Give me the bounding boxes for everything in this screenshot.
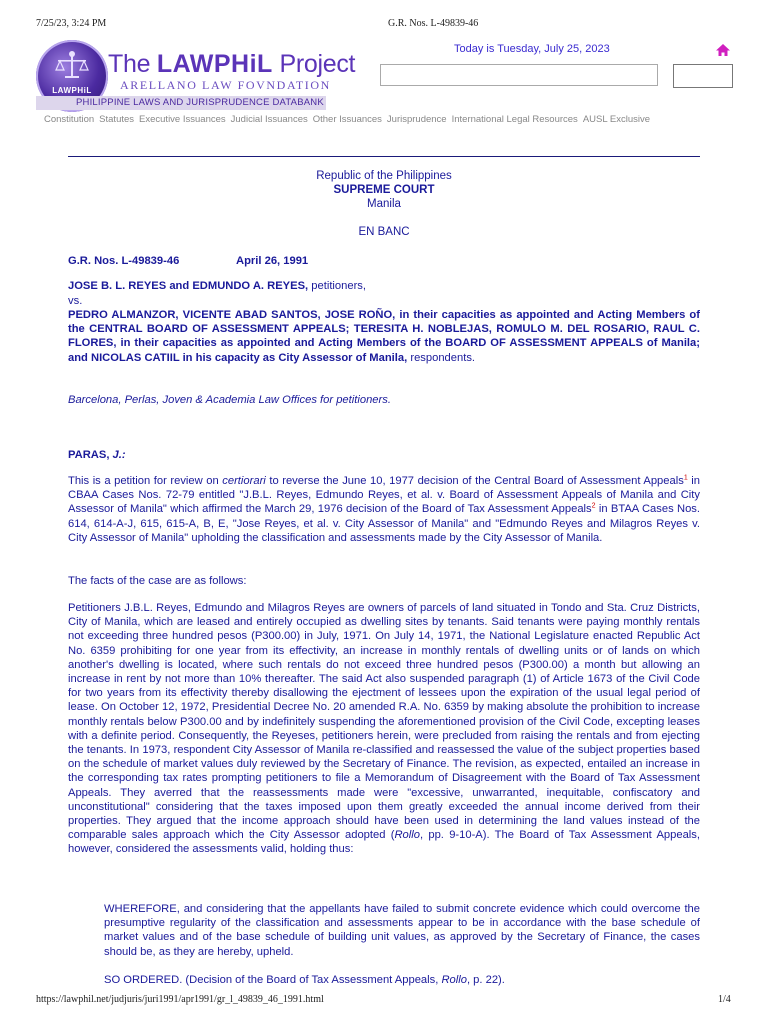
- q2-text-a: SO ORDERED. (Decision of the Board of Tax Assessment Appeals,: [104, 974, 442, 986]
- print-url: https://lawphil.net/judjuris/juri1991/apr1991/gr_l_49839_46_1991.html: [36, 994, 324, 1005]
- republic-line: Republic of the Philippines: [316, 170, 452, 182]
- p1-certiorari: certiorari: [222, 475, 266, 487]
- petitioners: [68, 279, 700, 293]
- foundation-name: ARELLANO LAW FOVNDATION: [120, 78, 331, 92]
- footnote-2-link[interactable]: 2: [591, 502, 596, 510]
- petitioners-names: JOSE B. L. REYES and EDMUNDO A. REYES,: [68, 280, 309, 292]
- p1-text-a: This is a petition for review on: [68, 475, 223, 487]
- case-number: G.R. Nos. L-49839-46: [68, 255, 180, 267]
- tagline-banner: [36, 96, 326, 110]
- nav-ausl-exclusive[interactable]: AUSL Exclusive: [582, 114, 651, 125]
- nav-other-issuances[interactable]: Other Issuances: [312, 114, 382, 125]
- title-brand: LAWPHiL: [156, 50, 273, 78]
- site-title: [108, 50, 355, 79]
- paragraph-3: [68, 601, 700, 857]
- quote-wherefore: WHEREFORE, and considering that the appellants have failed to submit concrete evidence which could overcome the presumptive regularity of the classification and assessments appear to be in accordance with the base schedule of market values and of the base schedule of building unit values, as approved by the Secretary of Finance, the cases should be, as they are hereby, upheld.: [104, 903, 700, 958]
- nav-statutes[interactable]: Statutes: [99, 114, 135, 125]
- p1-text-c: to reverse the June 10, 1977 decision of the Central Board of Assessment Appeals: [265, 475, 684, 487]
- search-input[interactable]: [380, 64, 658, 86]
- p1-text-d: in CBAA Cases Nos. 72-79 entitled "J.B.L. Reyes, Edmundo Reyes, et al. v. Board of Assessment Appeals of Manila and City Assessor of Manila" which affirmed the March 29, 1976 decision of the Board of Tax Assessment Appeals: [68, 475, 700, 516]
- today-date: Today is Tuesday, July 25, 2023: [454, 43, 610, 55]
- nav-executive-issuances[interactable]: Executive Issuances: [139, 114, 226, 125]
- respondents-label: respondents.: [407, 351, 476, 364]
- title-prefix: The: [108, 50, 157, 78]
- search-button[interactable]: [673, 64, 733, 88]
- logo-label: LAWPHiL: [52, 86, 92, 95]
- main-nav: [44, 114, 734, 125]
- print-page-number: 1/4: [718, 994, 731, 1005]
- p3-text-a: Petitioners J.B.L. Reyes, Edmundo and Milagros Reyes are owners of parcels of land situated in Tondo and Sta. Cruz Districts, City of Manila, which are leased and entirely occupied as dwelling sites by tenants. Said tenants were paying monthly rentals not exceeding three hundred pesos (P300.00) in July, 1971. On July 14, 1971, the National Legislature enacted Republic Act No. 6359 prohibiting for one year from its effectivity, an increase in monthly rentals of dwelling units or of lands on which another's dwelling is located, where such rentals do not exceed three hundred pesos (P300.00) a month but allowing an increase in rent by not more than 10% thereafter. The said Act also suspended paragraph (1) of Article 1673 of the Civil Code for two years from its effectivity thereby disallowing the ejectment of lessees upon the expiration of the usual legal period of lease. On October 12, 1972, Presidential Decree No. 20 amended R.A. No. 6359 by making absolute the prohibition to increase monthly rentals below P300.00 and by indefinitely suspending the aforementioned provision of the Civil Code, excepting leases with a definite period. Consequently, the Reyeses, petitioners herein, were precluded from raising the rentals and from ejecting the tenants. In 1973, respondent City Assessor of Manila re-classified and reassessed the value of the subject properties based on the schedule of market values duly reviewed by the Secretary of Finance. The revision, as expected, entailed an increase in the corresponding tax rates prompting petitioners to file a Memorandum of Disagreement with the Board of Tax Assessment Appeals. They averred that the reassessments made were "excessive, unwarranted, inequitable, confiscatory and unconstitutional" considering that the taxes imposed upon them greatly exceeded the annual income derived from their properties. They argued that the income approach should have been used in determining the land values instead of the comparable sales approach which the City Assessor adopted (: [68, 602, 700, 842]
- title-suffix: Project: [272, 50, 356, 78]
- counsel: Barcelona, Perlas, Joven & Academia Law Offices for petitioners.: [68, 394, 391, 406]
- respondents: [68, 308, 700, 365]
- versus: vs.: [68, 295, 83, 307]
- paragraph-2: The facts of the case are as follows:: [68, 575, 247, 587]
- ponente-suffix: J.:: [109, 449, 126, 461]
- respondents-names: PEDRO ALMANZOR, VICENTE ABAD SANTOS, JOSE ROÑO, in their capacities as appointed and Acting Members of the CENTRAL BOARD OF ASSESSMENT APPEALS; TERESITA H. NOBLEJAS, ROMULO M. DEL ROSARIO, RAUL C. FLORES, in their capacities as appointed and Acting Members of the BOARD OF ASSESSMENT APPEALS of Manila; and NICOLAS CATIIL in his capacity as City Assessor of Manila,: [68, 309, 700, 364]
- court-name: SUPREME COURT: [333, 184, 435, 196]
- nav-jurisprudence[interactable]: Jurisprudence: [386, 114, 447, 125]
- p3-rollo: Rollo: [394, 829, 420, 842]
- petitioners-label: petitioners,: [308, 280, 367, 292]
- nav-international-legal-resources[interactable]: International Legal Resources: [451, 114, 578, 125]
- p3-text-c: , pp. 9-10-A). The Board of Tax Assessment Appeals, however, considered the assessments valid, holding thus:: [68, 829, 700, 856]
- ponente: [68, 448, 700, 462]
- nav-judicial-issuances[interactable]: Judicial Issuances: [230, 114, 308, 125]
- footnote-1-link[interactable]: 1: [683, 474, 688, 482]
- home-icon[interactable]: [715, 42, 731, 58]
- header-divider: [68, 156, 700, 157]
- tagline: PHILIPPINE LAWS AND JURISPRUDENCE DATABANK: [76, 97, 324, 108]
- print-datetime: 7/25/23, 3:24 PM: [36, 18, 107, 29]
- quote-so-ordered: [104, 973, 700, 987]
- p1-text-e: in BTAA Cases Nos. 614, 614-A-J, 615, 615-A, B, E, "Jose Reyes, et al. v. City Assessor of Manila" and "Edmundo Reyes and Milagros Reyes v. City Assessor of Manila" upholding the classification and assessments made by the City Assessor of Manila.: [68, 503, 700, 544]
- nav-constitution[interactable]: Constitution: [44, 114, 95, 125]
- decision-date: April 26, 1991: [236, 255, 309, 267]
- q2-rollo: Rollo: [441, 974, 467, 986]
- division: EN BANC: [358, 226, 410, 238]
- paragraph-1: [68, 474, 700, 545]
- court-city: Manila: [367, 198, 401, 210]
- q2-text-c: , p. 22).: [466, 974, 505, 986]
- print-doc-title: G.R. Nos. L-49839-46: [388, 18, 479, 29]
- ponente-name: PARAS,: [68, 449, 110, 461]
